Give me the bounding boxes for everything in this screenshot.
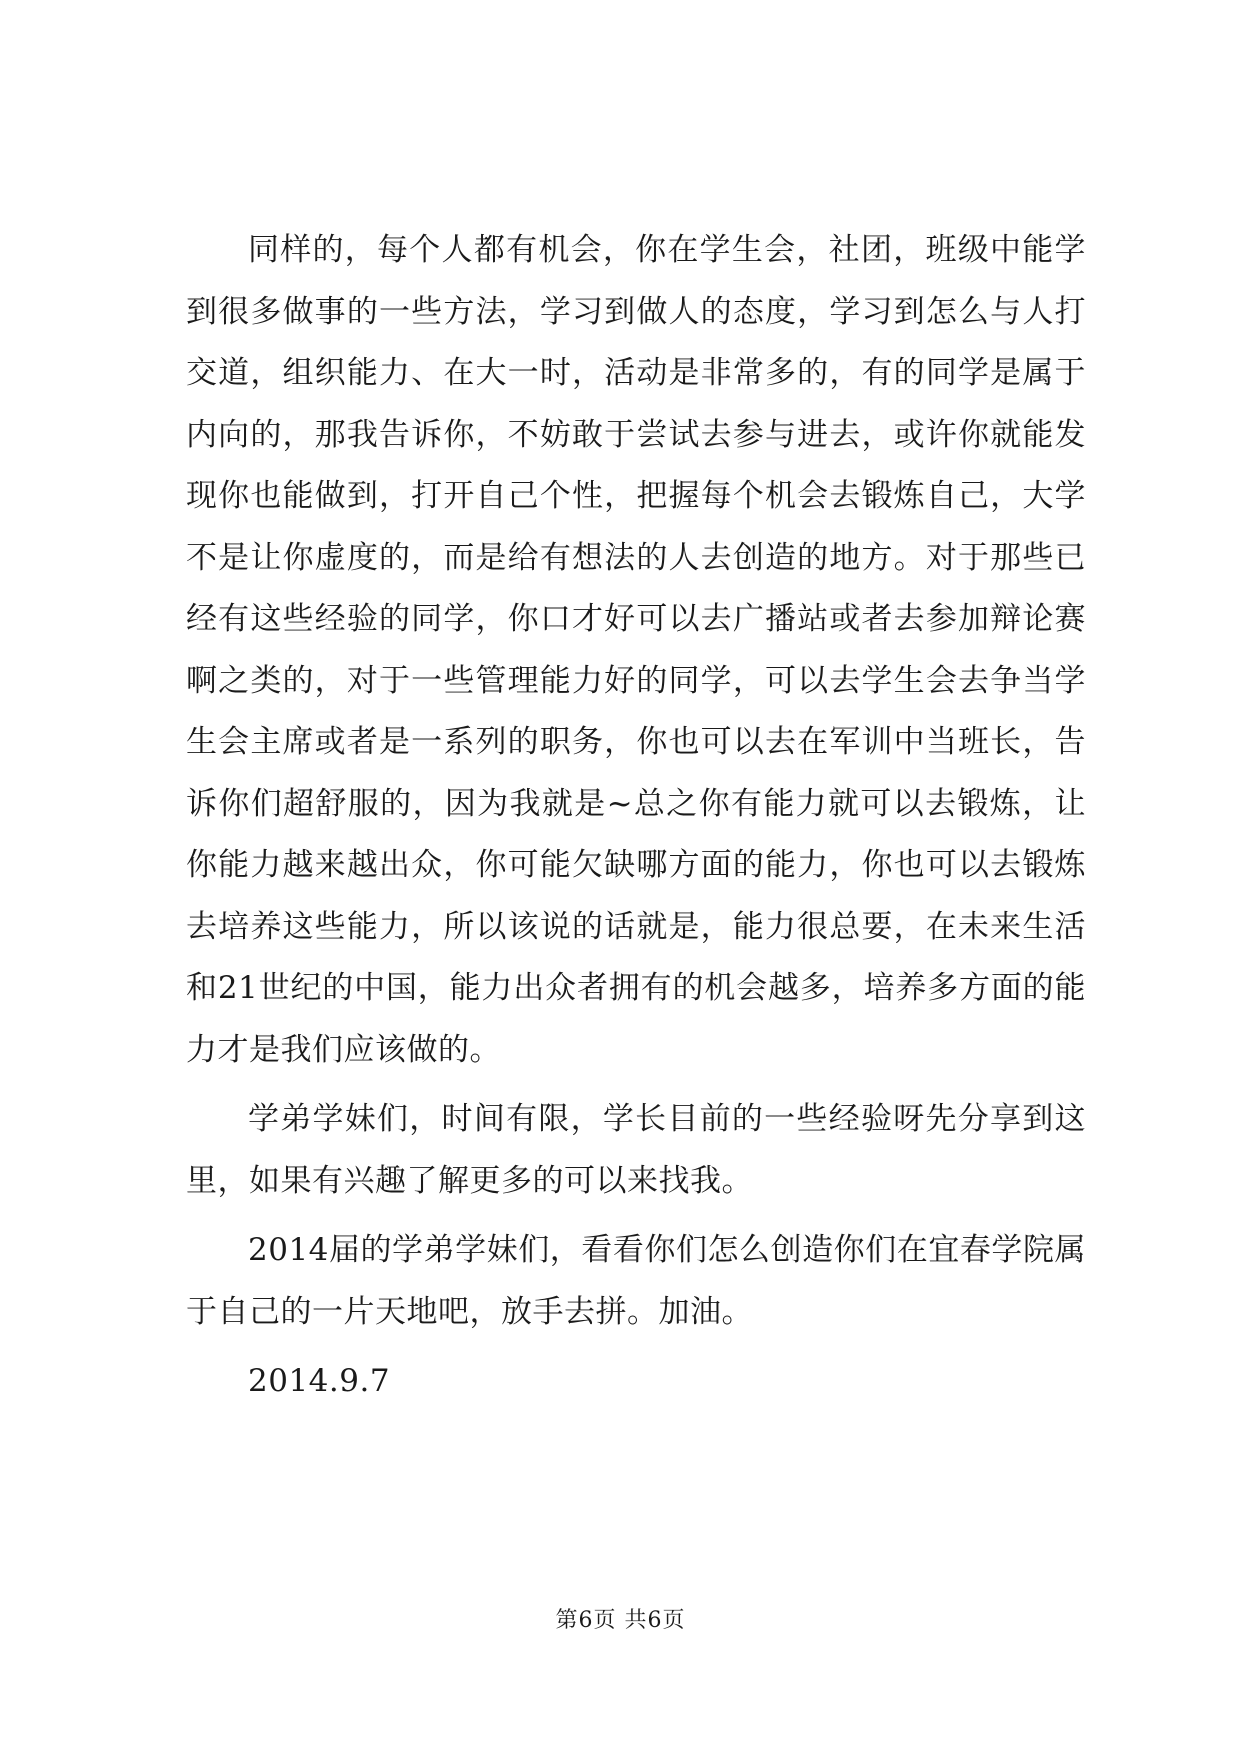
body-paragraph: 学弟学妹们，时间有限，学长目前的一些经验呀先分享到这里，如果有兴趣了解更多的可以来找我。 (186, 1101, 1086, 1199)
page-number: 第6页 共6页 (555, 1608, 686, 1633)
document-body (186, 220, 1086, 1413)
body-paragraph: 同样的，每个人都有机会，你在学生会，社团，班级中能学到很多做事的一些方法，学习到做人的态度，学习到怎么与人打交道，组织能力、在大一时，活动是非常多的，有的同学是属于内向的，那我告诉你，不妨敢于尝试去参与进去，或许你就能发现你也能做到，打开自己个性，把握每个机会去锻炼自己，大学不是让你虚度的，而是给有想法的人去创造的地方。对于那些已经有这些经验的同学，你口才好可以去广播站或者去参加辩论赛啊之类的，对于一些管理能力好的同学，可以去学生会去争当学生会主席或者是一系列的职务，你也可以去在军训中当班长，告诉你们超舒服的，因为我就是~总之你有能力就可以去锻炼，让你能力越来越出众，你可能欠缺哪方面的能力，你也可以去锻炼去培养这些能力，所以该说的话就是，能力很总要，在未来生活和21世纪的中国，能力出众者拥有的机会越多，培养多方面的能力才是我们应该做的。 (186, 232, 1086, 1068)
body-paragraph: 2014届的学弟学妹们，看看你们怎么创造你们在宜春学院属于自己的一片天地吧，放手去拼。加油。 (186, 1232, 1086, 1330)
page-footer (0, 1607, 1241, 1635)
date-line: 2014.9.7 (248, 1363, 391, 1399)
